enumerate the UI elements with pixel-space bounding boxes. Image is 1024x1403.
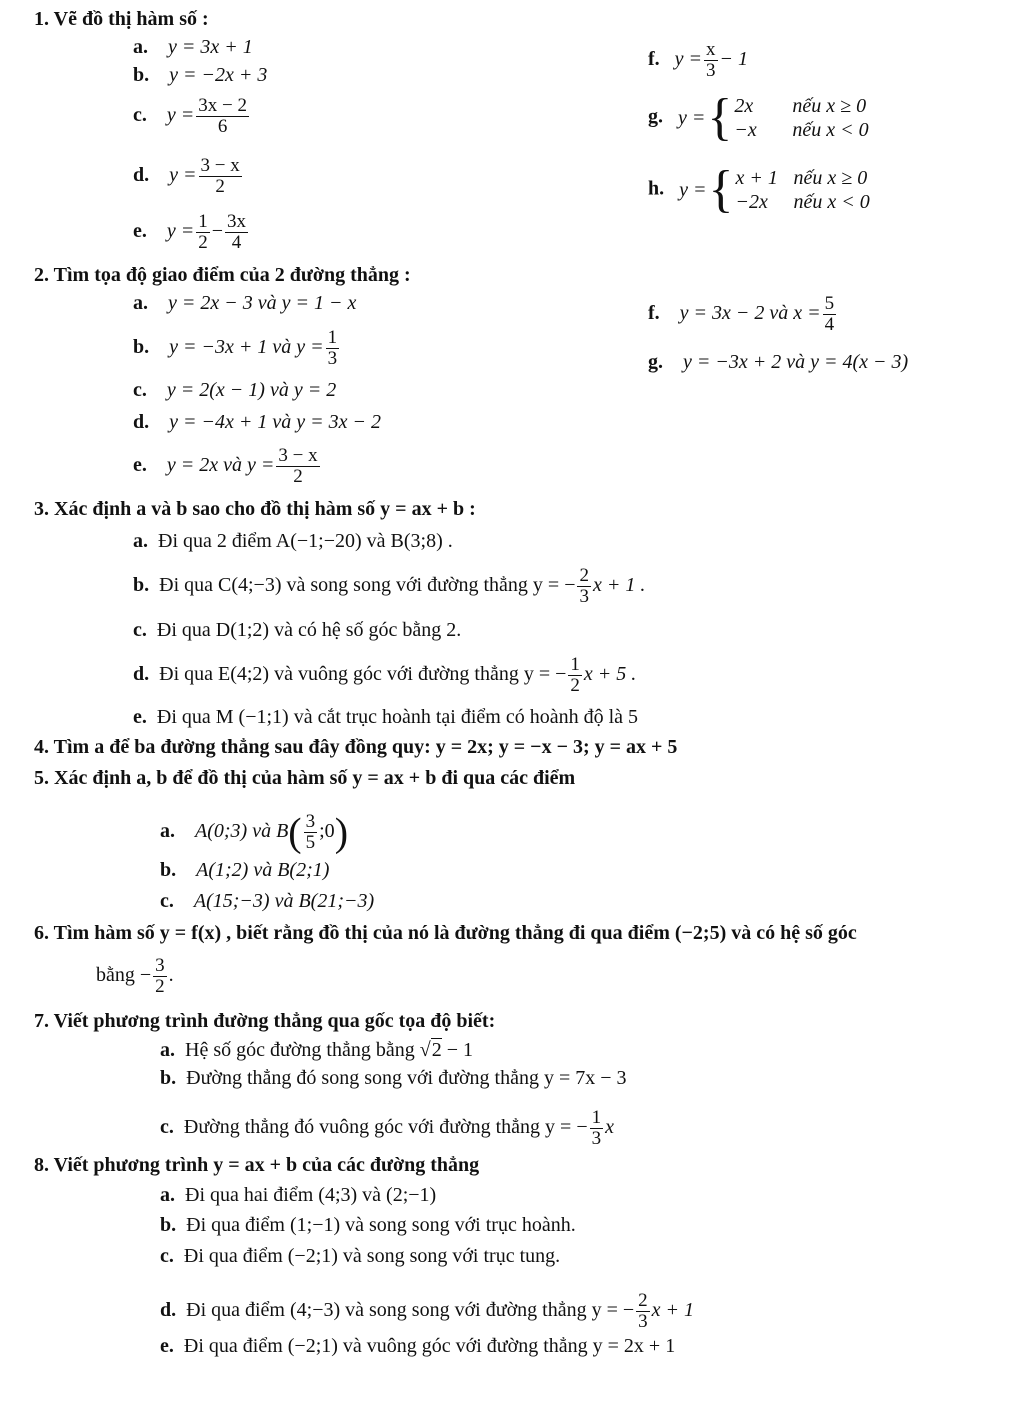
p2-item-a — [133, 292, 356, 314]
p3-item-b — [133, 566, 645, 607]
fraction — [196, 96, 249, 137]
numerator: 3 − x — [278, 445, 318, 466]
item-label: c. — [160, 1245, 174, 1267]
p7-item-a — [160, 1039, 473, 1061]
denominator: 5 — [305, 832, 316, 853]
item-label: c. — [133, 104, 147, 127]
p1-item-c — [133, 96, 251, 137]
cases — [734, 94, 868, 142]
minus-sign: − — [211, 220, 224, 243]
case-expr: −2x — [735, 191, 768, 213]
p8-item-c — [160, 1245, 560, 1267]
p3-item-e — [133, 706, 638, 728]
item-label: d. — [133, 164, 150, 187]
p6-line-2 — [96, 956, 174, 997]
formula-tail: . — [168, 964, 174, 987]
formula-tail: − 1 — [719, 48, 749, 71]
numerator: 3 — [305, 811, 316, 832]
problem-3-title: 3. Xác định a và b sao cho đồ thị hàm số y = ax + b : — [34, 498, 476, 520]
left-paren-icon: ( — [288, 809, 302, 855]
p2-item-g — [648, 351, 908, 373]
item-label: a. — [133, 530, 148, 552]
item-label: c. — [133, 379, 147, 401]
p1-item-b — [133, 64, 267, 86]
case-expr: x + 1 — [735, 167, 778, 189]
fraction — [704, 40, 718, 81]
formula: y = 2(x − 1) và y = 2 — [166, 379, 337, 401]
p2-item-e — [133, 446, 322, 487]
denominator: 3 — [579, 586, 589, 607]
item-label: d. — [133, 663, 150, 686]
item-text: A(0;3) và B — [195, 820, 289, 843]
p2-item-b — [133, 328, 341, 369]
item-label: a. — [160, 1184, 175, 1206]
formula: y = — [679, 179, 707, 201]
p5-item-a — [160, 809, 349, 855]
fraction — [823, 294, 837, 335]
item-label: b. — [133, 574, 150, 597]
item-label: b. — [160, 1067, 177, 1089]
p5-item-c — [160, 890, 374, 912]
problem-7-title: 7. Viết phương trình đường thẳng qua gốc tọa độ biết: — [34, 1010, 496, 1032]
problem-8-title: 8. Viết phương trình y = ax + b của các đường thẳng — [34, 1154, 480, 1176]
item-label: e. — [133, 454, 147, 477]
formula: y = — [678, 107, 706, 129]
cases — [735, 166, 869, 214]
item-text: Đi qua hai điểm (4;3) và (2;−1) — [185, 1184, 437, 1206]
denominator: 4 — [824, 314, 835, 335]
denominator: 3 — [327, 348, 338, 369]
problem-6-title: 6. Tìm hàm số y = f(x) , biết rằng đồ thị của nó là đường thẳng đi qua điểm (−2;5) và có hệ số góc — [34, 922, 857, 944]
case-cond: nếu x < 0 — [792, 119, 869, 141]
case-cond: nếu x ≥ 0 — [792, 95, 867, 117]
item-label: c. — [133, 619, 147, 641]
formula: y = — [674, 48, 703, 71]
item-text: Hệ số góc đường thẳng bằng — [185, 1039, 415, 1061]
item-label: a. — [160, 820, 175, 843]
p3-item-d — [133, 655, 636, 696]
formula: y = 2x − 3 và y = 1 − x — [168, 292, 357, 314]
denominator: 4 — [231, 232, 242, 253]
piecewise — [679, 161, 870, 218]
numerator: 2 — [638, 1290, 648, 1311]
fraction — [636, 1291, 650, 1332]
p1-item-h — [648, 161, 870, 218]
item-text: Đi qua C(4;−3) và song song với đường thẳng y = − — [159, 574, 576, 597]
item-label: b. — [133, 336, 150, 359]
formula: y = — [166, 104, 195, 127]
case-expr: −x — [734, 119, 757, 141]
denominator: 2 — [293, 466, 303, 487]
denominator: 2 — [570, 675, 580, 696]
item-label: a. — [160, 1039, 175, 1061]
denominator: 2 — [198, 232, 208, 253]
item-label: d. — [160, 1299, 177, 1322]
formula: y = −3x + 2 và y = 4(x − 3) — [683, 351, 909, 373]
p1-item-f — [648, 40, 748, 81]
item-label: b. — [160, 859, 177, 881]
item-text: bằng − — [96, 964, 152, 987]
fraction — [590, 1108, 604, 1149]
item-label: c. — [160, 890, 174, 912]
problem-1-title: 1. Vẽ đồ thị hàm số : — [34, 8, 209, 30]
fraction — [276, 446, 319, 487]
formula: y = −3x + 1 và y = — [169, 336, 324, 359]
case-cond: nếu x < 0 — [793, 191, 870, 213]
numerator: 1 — [327, 327, 338, 348]
denominator: 2 — [215, 176, 225, 197]
fraction — [304, 812, 318, 853]
item-text: Đi qua D(1;2) và có hệ số góc bằng 2. — [156, 619, 462, 641]
numerator: 5 — [824, 293, 835, 314]
problem-4-title: 4. Tìm a để ba đường thẳng sau đây đồng quy: y = 2x; y = −x − 3; y = ax + 5 — [34, 736, 678, 758]
p2-item-d — [133, 411, 381, 433]
item-text: Đi qua M (−1;1) và cắt trục hoành tại điểm có hoành độ là 5 — [156, 706, 639, 728]
p8-item-d — [160, 1291, 694, 1332]
fraction — [153, 956, 167, 997]
radicand: 2 — [431, 1039, 442, 1061]
p5-item-b — [160, 859, 329, 881]
fraction — [326, 328, 340, 369]
item-text: Đường thẳng đó vuông góc với đường thẳng y = − — [183, 1116, 588, 1139]
denominator: 3 — [591, 1128, 602, 1149]
item-text: A(1;2) và B(2;1) — [196, 859, 330, 881]
item-label: g. — [648, 105, 663, 128]
item-label: c. — [160, 1116, 174, 1139]
p1-item-d — [133, 156, 244, 197]
denominator: 6 — [217, 116, 228, 137]
fraction — [568, 655, 582, 696]
item-text: Đường thẳng đó song song với đường thẳng y = 7x − 3 — [186, 1067, 627, 1089]
numerator: 3 − x — [200, 155, 240, 176]
denominator: 3 — [706, 60, 716, 81]
formula-tail: x + 1 — [651, 1299, 695, 1322]
case-expr: 2x — [734, 95, 754, 117]
item-label: h. — [648, 177, 665, 200]
problem-5-title: 5. Xác định a, b để đồ thị của hàm số y = ax + b đi qua các điểm — [34, 767, 576, 789]
case-cond: nếu x ≥ 0 — [793, 167, 868, 189]
item-label: a. — [133, 36, 148, 58]
formula: y = −2x + 3 — [169, 64, 268, 86]
numerator: 2 — [579, 565, 589, 586]
numerator: 1 — [570, 654, 580, 675]
item-text: Đi qua 2 điểm A(−1;−20) và B(3;8) . — [158, 530, 453, 552]
formula: y = −4x + 1 và y = 3x − 2 — [169, 411, 381, 433]
fraction — [577, 566, 591, 607]
fraction — [199, 156, 242, 197]
numerator: x — [706, 39, 716, 60]
formula-tail: − 1 — [446, 1039, 473, 1061]
p8-item-e — [160, 1335, 675, 1357]
p3-item-a — [133, 530, 453, 552]
numerator: 3 — [155, 955, 165, 976]
numerator: 1 — [198, 211, 208, 232]
p8-item-a — [160, 1184, 436, 1206]
item-label: d. — [133, 411, 150, 433]
formula: y = 3x + 1 — [168, 36, 253, 58]
numerator: 3x − 2 — [198, 95, 247, 116]
p3-item-c — [133, 619, 461, 641]
item-label: f. — [648, 48, 660, 71]
formula: y = — [169, 164, 197, 187]
item-label: e. — [133, 220, 147, 243]
item-text: Đi qua điểm (−2;1) và song song với trục tung. — [183, 1245, 561, 1267]
p1-item-g — [648, 89, 869, 146]
p7-item-b — [160, 1067, 627, 1089]
sqrt-icon: √ — [419, 1039, 431, 1061]
piecewise — [678, 89, 869, 146]
denominator: 3 — [638, 1311, 648, 1332]
formula-tail: x + 5 . — [583, 663, 637, 686]
p7-item-c — [160, 1108, 614, 1149]
p1-item-a — [133, 36, 253, 58]
p1-item-e — [133, 212, 250, 253]
item-text: Đi qua điểm (1;−1) và song song với trục hoành. — [186, 1214, 576, 1236]
formula-tail: ;0 — [319, 820, 335, 843]
fraction — [225, 212, 248, 253]
item-text: Đi qua E(4;2) và vuông góc với đường thẳng y = − — [159, 663, 567, 686]
formula-tail: x — [605, 1116, 614, 1139]
item-label: g. — [648, 351, 663, 373]
item-label: b. — [133, 64, 150, 86]
item-label: b. — [160, 1214, 177, 1236]
problem-2-title: 2. Tìm tọa độ giao điểm của 2 đường thẳng : — [34, 264, 411, 286]
item-text: Đi qua điểm (−2;1) và vuông góc với đường thẳng y = 2x + 1 — [183, 1335, 676, 1357]
item-label: f. — [648, 302, 660, 325]
p8-item-b — [160, 1214, 576, 1236]
item-text: Đi qua điểm (4;−3) và song song với đường thẳng y = − — [186, 1299, 635, 1322]
item-text: A(15;−3) và B(21;−3) — [193, 890, 375, 912]
numerator: 3x — [227, 211, 247, 232]
p2-item-f — [648, 294, 838, 335]
fraction — [196, 212, 210, 253]
numerator: 1 — [591, 1107, 602, 1128]
formula: y = 3x − 2 và x = — [679, 302, 821, 325]
right-paren-icon: ) — [334, 809, 349, 855]
formula: y = 2x và y = — [166, 454, 275, 477]
item-label: e. — [160, 1335, 174, 1357]
formula: y = — [166, 220, 195, 243]
item-label: e. — [133, 706, 147, 728]
p2-item-c — [133, 379, 336, 401]
denominator: 2 — [155, 976, 165, 997]
item-label: a. — [133, 292, 148, 314]
brace-icon: { — [707, 89, 733, 146]
formula-tail: x + 1 . — [592, 574, 646, 597]
brace-icon: { — [708, 161, 734, 218]
